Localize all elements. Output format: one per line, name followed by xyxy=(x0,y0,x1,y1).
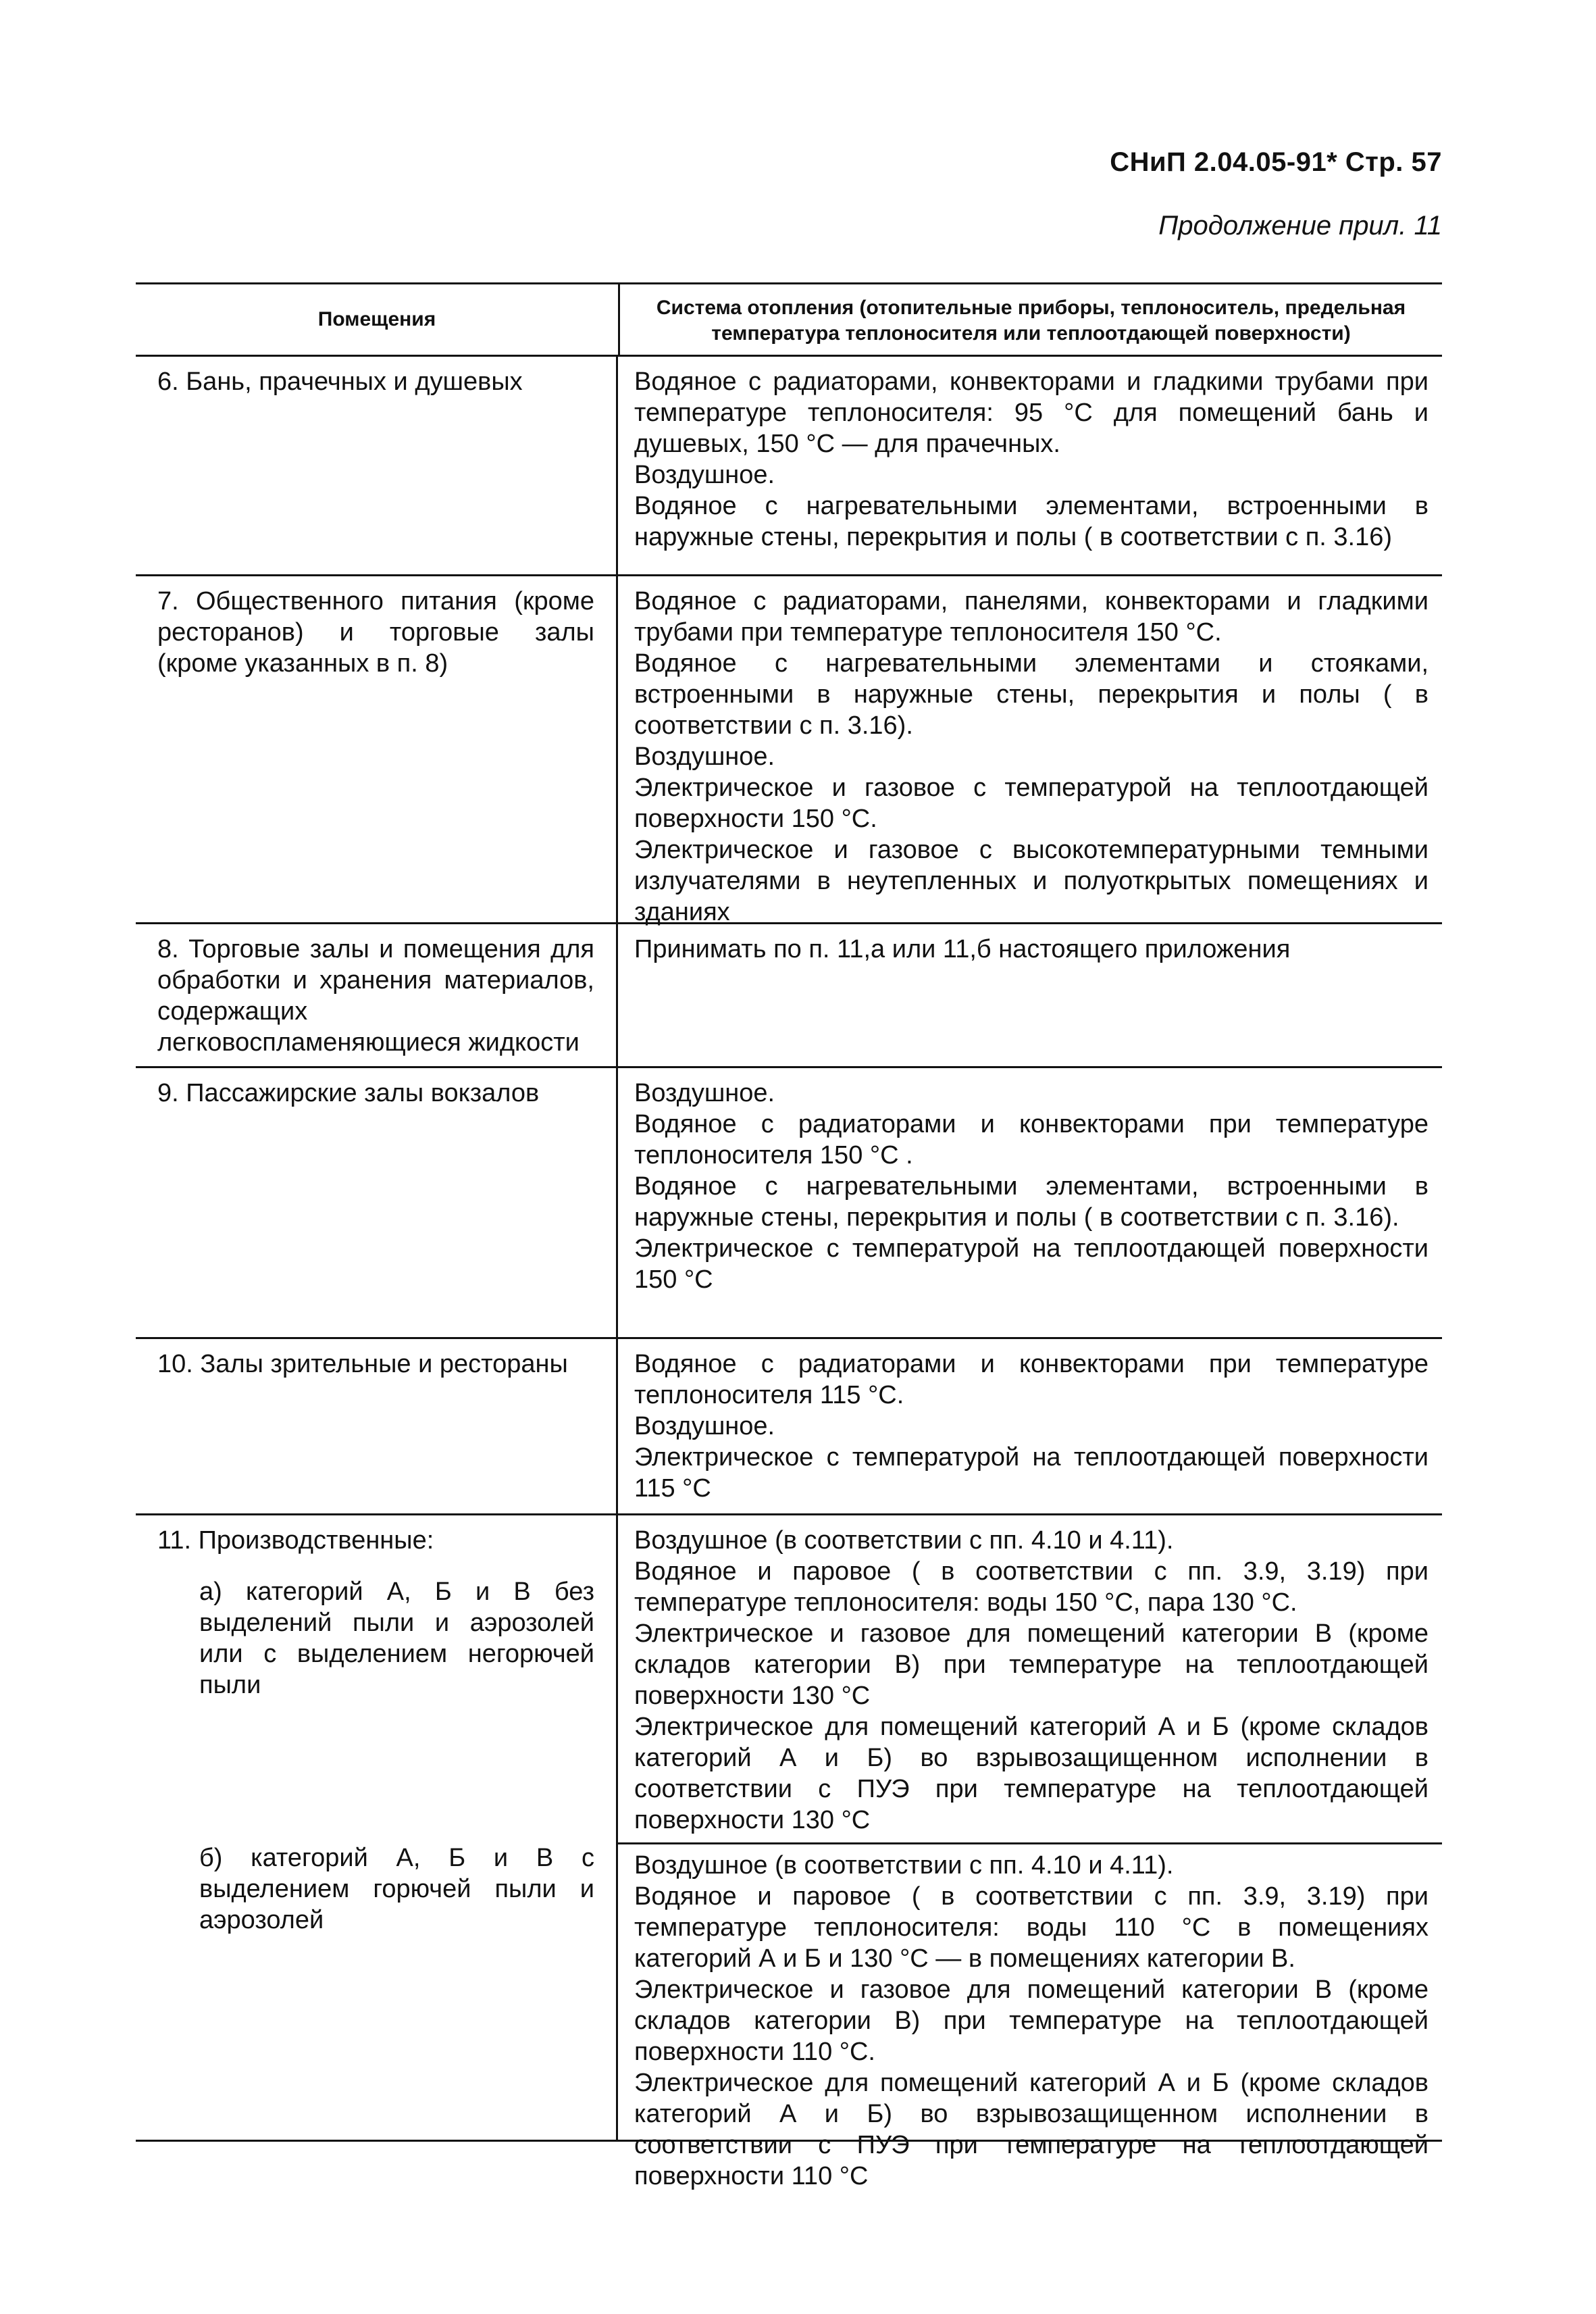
system-line: Электрическое с температурой на теплоотдающей поверхности 150 °С xyxy=(634,1234,1436,1294)
system-cell xyxy=(618,576,1442,926)
col-header-heating-system: Система отопления (отопительные приборы, теплоноситель, предельная температура теплоносителя или теплоотдающей поверхности) xyxy=(656,297,1406,345)
table-row xyxy=(136,1068,1442,1339)
system-line: Водяное с радиаторами, конвекторами и гладкими трубами при температуре теплоносителя: 95 °С для помещений бань и душевых, 150 °С — для прачечных. xyxy=(634,368,1436,458)
room-cell: 10. Залы зрительные и рестораны xyxy=(136,1339,618,1513)
system-line: Электрическое и газовое с высокотемпературными темными излучателями в неутепленных и полуоткрытых помещениях и зданиях xyxy=(634,836,1436,926)
table-header-row xyxy=(136,282,1442,357)
system-line: Воздушное. xyxy=(634,1412,775,1440)
system-line: Электрическое для помещений категорий А и Б (кроме складов категорий А и Б) во взрывозащищенном исполнении в соответствии с ПУЭ при температуре на теплоотдающей поверхности 130 °С xyxy=(634,1713,1436,1834)
system-line: Электрическое и газовое для помещений категории В (кроме складов категории В) при температуре на теплоотдающей поверхности 130 °С xyxy=(634,1619,1436,1710)
system-cell xyxy=(618,1515,1442,2190)
system-line: Электрическое и газовое с температурой на теплоотдающей поверхности 150 °С. xyxy=(634,774,1436,833)
table-row xyxy=(136,576,1442,924)
table-row xyxy=(136,1515,1442,2190)
system-line: Водяное с нагревательными элементами и стояками, встроенными в наружные стены, перекрытия и полы ( в соответствии с п. 3.16). xyxy=(634,649,1436,740)
heating-systems-table xyxy=(136,282,1442,2190)
system-cell xyxy=(618,1339,1442,1513)
subcategory-divider xyxy=(618,1842,1442,1844)
room-cell: 9. Пассажирские залы вокзалов xyxy=(136,1068,618,1337)
system-cell xyxy=(618,1068,1442,1337)
table-row xyxy=(136,924,1442,1068)
room-cell: 8. Торговые залы и помещения для обработки и хранения материалов, содержащих легковоспламеняющиеся жидкости xyxy=(136,924,618,1066)
system-line: Водяное с радиаторами, панелями, конвекторами и гладкими трубами при температуре теплоносителя 150 °С. xyxy=(634,587,1436,647)
system-line: Воздушное. xyxy=(634,1079,775,1107)
system-line: Принимать по п. 11,а или 11,б настоящего приложения xyxy=(634,935,1291,963)
system-line: Воздушное (в соответствии с пп. 4.10 и 4.11). xyxy=(634,1851,1174,1880)
room-title: 11. Производственные: xyxy=(157,1526,434,1555)
system-cell xyxy=(618,924,1442,1066)
system-line: Водяное с нагревательными элементами, встроенными в наружные стены, перекрытия и полы ( в соответствии с п. 3.16). xyxy=(634,1172,1436,1232)
system-line: Воздушное. xyxy=(634,743,775,771)
room-subcategory-a: а) категорий А, Б и В без выделений пыли и аэрозолей или с выделением негорючей пыли xyxy=(199,1578,594,1699)
system-line: Воздушное (в соответствии с пп. 4.10 и 4.11). xyxy=(634,1526,1174,1555)
system-line: Воздушное. xyxy=(634,461,775,489)
room-cell xyxy=(136,1515,618,2140)
table-row xyxy=(136,357,1442,576)
room-cell: 6. Бань, прачечных и душевых xyxy=(136,357,618,574)
system-line: Электрическое с температурой на теплоотдающей поверхности 115 °С xyxy=(634,1443,1436,1503)
system-line: Электрическое для помещений категорий А и Б (кроме складов категорий А и Б) во взрывозащищенном исполнении в соответствии с ПУЭ при температуре на теплоотдающей поверхности 110 °С xyxy=(634,2069,1436,2190)
system-line: Электрическое и газовое для помещений категории В (кроме складов категории В) при температуре на теплоотдающей поверхности 110 °С. xyxy=(634,1976,1436,2066)
col-header-rooms: Помещения xyxy=(136,284,620,355)
system-line: Водяное с нагревательными элементами, встроенными в наружные стены, перекрытия и полы ( в соответствии с п. 3.16) xyxy=(634,492,1436,551)
system-line: Водяное с радиаторами и конвекторами при температуре теплоносителя 115 °С. xyxy=(634,1350,1436,1409)
room-cell: 7. Общественного питания (кроме ресторанов) и торговые залы (кроме указанных в п. 8) xyxy=(136,576,618,922)
system-line: Водяное и паровое ( в соответствии с пп. 3.9, 3.19) при температуре теплоносителя: воды 150 °С, пара 130 °С. xyxy=(634,1557,1436,1617)
system-line: Водяное с радиаторами и конвекторами при температуре теплоносителя 150 °С . xyxy=(634,1110,1436,1169)
system-cell xyxy=(618,357,1442,574)
page-header-code: СНиП 2.04.05-91* Стр. 57 xyxy=(1110,147,1442,177)
room-subcategory-b: б) категорий А, Б и В с выделением горючей пыли и аэрозолей xyxy=(199,1844,594,1934)
table-row xyxy=(136,1339,1442,1515)
system-line: Водяное и паровое ( в соответствии с пп. 3.9, 3.19) при температуре теплоносителя: воды 110 °С в помещениях категорий А и Б и 130 °С — в помещениях категории В. xyxy=(634,1882,1436,1973)
continuation-label: Продолжение прил. 11 xyxy=(1158,211,1442,241)
